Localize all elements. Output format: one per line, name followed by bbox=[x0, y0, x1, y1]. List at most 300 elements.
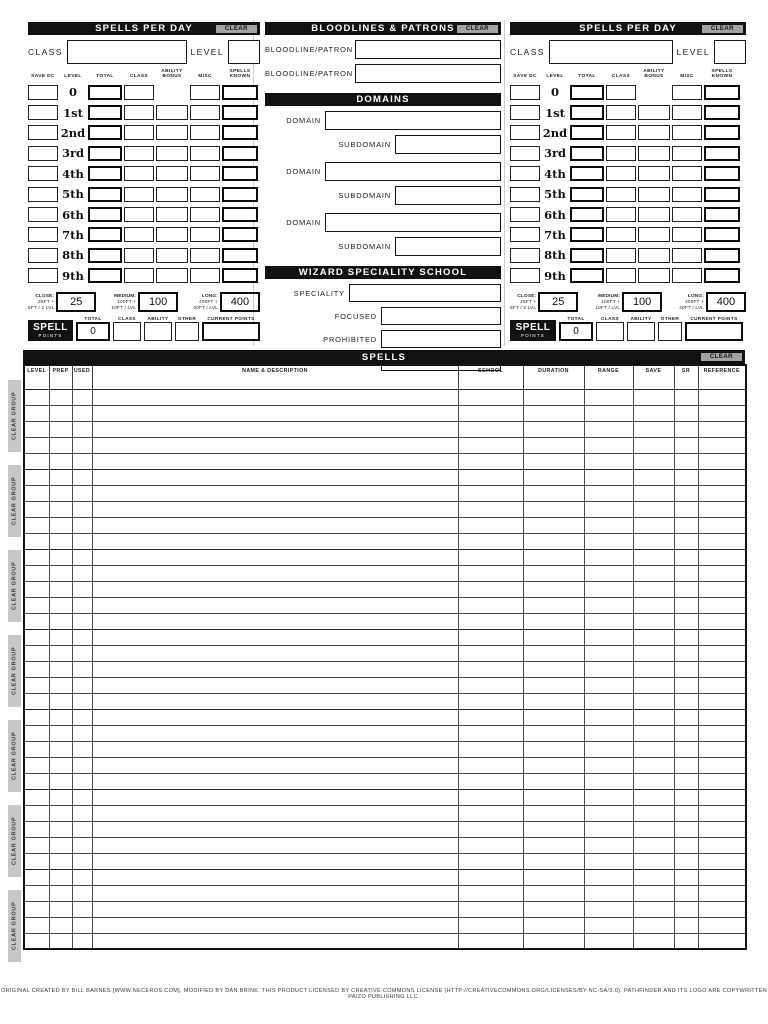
spell-cell-duration[interactable] bbox=[523, 485, 584, 501]
spell-cell-used[interactable] bbox=[72, 853, 92, 869]
spell-cell-level[interactable] bbox=[24, 469, 49, 485]
spell-cell-duration[interactable] bbox=[523, 469, 584, 485]
spell-cell-save[interactable] bbox=[633, 661, 674, 677]
class-box-9th[interactable] bbox=[606, 268, 636, 283]
spell-cell-name-description[interactable] bbox=[92, 485, 458, 501]
spell-cell-level[interactable] bbox=[24, 853, 49, 869]
spell-cell-sr[interactable] bbox=[674, 805, 698, 821]
class-box-3rd[interactable] bbox=[124, 146, 154, 161]
spell-cell-level[interactable] bbox=[24, 501, 49, 517]
misc-box-4th[interactable] bbox=[190, 166, 220, 181]
spell-points-total-input[interactable]: 0 bbox=[76, 322, 110, 341]
ability-bonus-box-4th[interactable] bbox=[156, 166, 188, 181]
total-box-9th[interactable] bbox=[88, 268, 122, 283]
spell-cell-used[interactable] bbox=[72, 517, 92, 533]
spell-cell-save[interactable] bbox=[633, 389, 674, 405]
spell-cell-school[interactable] bbox=[458, 709, 523, 725]
spell-cell-duration[interactable] bbox=[523, 853, 584, 869]
spell-cell-reference[interactable] bbox=[698, 437, 746, 453]
spell-cell-save[interactable] bbox=[633, 853, 674, 869]
spell-cell-sr[interactable] bbox=[674, 917, 698, 933]
spell-cell-sr[interactable] bbox=[674, 549, 698, 565]
spell-cell-save[interactable] bbox=[633, 725, 674, 741]
class-box-8th[interactable] bbox=[606, 248, 636, 263]
spell-cell-reference[interactable] bbox=[698, 917, 746, 933]
save-dc-box-2nd[interactable] bbox=[510, 125, 540, 140]
ability-bonus-box-3rd[interactable] bbox=[156, 146, 188, 161]
spell-cell-reference[interactable] bbox=[698, 853, 746, 869]
spell-cell-prep[interactable] bbox=[49, 741, 72, 757]
spell-cell-level[interactable] bbox=[24, 741, 49, 757]
spell-cell-prep[interactable] bbox=[49, 565, 72, 581]
spell-cell-school[interactable] bbox=[458, 917, 523, 933]
speciality-input[interactable] bbox=[349, 284, 501, 302]
spell-cell-level[interactable] bbox=[24, 565, 49, 581]
class-box-9th[interactable] bbox=[124, 268, 154, 283]
spell-cell-school[interactable] bbox=[458, 469, 523, 485]
spell-cell-used[interactable] bbox=[72, 549, 92, 565]
spell-cell-level[interactable] bbox=[24, 725, 49, 741]
spell-cell-used[interactable] bbox=[72, 773, 92, 789]
save-dc-box-5th[interactable] bbox=[510, 187, 540, 202]
spell-cell-used[interactable] bbox=[72, 405, 92, 421]
level-input[interactable] bbox=[228, 40, 260, 64]
clear-group-button-1[interactable]: CLEAR GROUP bbox=[8, 380, 21, 452]
spell-cell-save[interactable] bbox=[633, 613, 674, 629]
spell-points-current-input[interactable] bbox=[202, 322, 260, 341]
ability-bonus-box-5th[interactable] bbox=[156, 187, 188, 202]
spell-cell-name-description[interactable] bbox=[92, 725, 458, 741]
misc-box-0[interactable] bbox=[190, 85, 220, 100]
ability-bonus-box-6th[interactable] bbox=[638, 207, 670, 222]
spell-cell-reference[interactable] bbox=[698, 565, 746, 581]
spell-cell-reference[interactable] bbox=[698, 549, 746, 565]
spell-cell-range[interactable] bbox=[584, 565, 633, 581]
spell-points-other-input[interactable] bbox=[175, 322, 199, 341]
save-dc-box-8th[interactable] bbox=[28, 248, 58, 263]
close-range-value[interactable]: 25 bbox=[538, 292, 578, 312]
spells-known-box-6th[interactable] bbox=[222, 207, 258, 222]
spell-cell-school[interactable] bbox=[458, 581, 523, 597]
spell-cell-duration[interactable] bbox=[523, 741, 584, 757]
spell-cell-level[interactable] bbox=[24, 693, 49, 709]
class-box-4th[interactable] bbox=[606, 166, 636, 181]
spell-cell-school[interactable] bbox=[458, 453, 523, 469]
spell-cell-save[interactable] bbox=[633, 501, 674, 517]
total-box-0[interactable] bbox=[88, 85, 122, 100]
spell-cell-sr[interactable] bbox=[674, 421, 698, 437]
spells-known-box-3rd[interactable] bbox=[222, 146, 258, 161]
spell-cell-used[interactable] bbox=[72, 437, 92, 453]
spell-cell-range[interactable] bbox=[584, 517, 633, 533]
spell-cell-name-description[interactable] bbox=[92, 565, 458, 581]
spell-cell-reference[interactable] bbox=[698, 757, 746, 773]
total-box-1st[interactable] bbox=[88, 105, 122, 120]
total-box-6th[interactable] bbox=[88, 207, 122, 222]
bloodline-patron-input-1[interactable] bbox=[355, 40, 501, 59]
spell-cell-school[interactable] bbox=[458, 613, 523, 629]
spell-cell-reference[interactable] bbox=[698, 869, 746, 885]
spell-cell-used[interactable] bbox=[72, 629, 92, 645]
spell-cell-school[interactable] bbox=[458, 437, 523, 453]
ability-bonus-box-2nd[interactable] bbox=[156, 125, 188, 140]
spell-cell-range[interactable] bbox=[584, 741, 633, 757]
spell-cell-duration[interactable] bbox=[523, 757, 584, 773]
class-box-1st[interactable] bbox=[606, 105, 636, 120]
ability-bonus-box-6th[interactable] bbox=[156, 207, 188, 222]
spell-cell-used[interactable] bbox=[72, 645, 92, 661]
spell-cell-duration[interactable] bbox=[523, 709, 584, 725]
spell-cell-sr[interactable] bbox=[674, 597, 698, 613]
spell-cell-prep[interactable] bbox=[49, 405, 72, 421]
spell-cell-range[interactable] bbox=[584, 869, 633, 885]
clear-spells-per-day-button[interactable]: CLEAR bbox=[216, 25, 257, 33]
medium-range-value[interactable]: 100 bbox=[622, 292, 662, 312]
spell-cell-duration[interactable] bbox=[523, 613, 584, 629]
spell-cell-used[interactable] bbox=[72, 469, 92, 485]
clear-group-button-6[interactable]: CLEAR GROUP bbox=[8, 805, 21, 877]
spell-cell-duration[interactable] bbox=[523, 933, 584, 949]
total-box-0[interactable] bbox=[570, 85, 604, 100]
spells-known-box-4th[interactable] bbox=[704, 166, 740, 181]
clear-group-button-2[interactable]: CLEAR GROUP bbox=[8, 465, 21, 537]
spell-cell-sr[interactable] bbox=[674, 741, 698, 757]
spell-cell-school[interactable] bbox=[458, 853, 523, 869]
spell-cell-save[interactable] bbox=[633, 453, 674, 469]
spell-cell-reference[interactable] bbox=[698, 597, 746, 613]
save-dc-box-0[interactable] bbox=[28, 85, 58, 100]
spell-cell-range[interactable] bbox=[584, 853, 633, 869]
total-box-5th[interactable] bbox=[88, 187, 122, 202]
spell-cell-level[interactable] bbox=[24, 933, 49, 949]
spell-cell-level[interactable] bbox=[24, 629, 49, 645]
spell-cell-duration[interactable] bbox=[523, 661, 584, 677]
save-dc-box-1st[interactable] bbox=[510, 105, 540, 120]
spell-cell-school[interactable] bbox=[458, 757, 523, 773]
spells-known-box-2nd[interactable] bbox=[704, 125, 740, 140]
spell-cell-reference[interactable] bbox=[698, 661, 746, 677]
spell-cell-school[interactable] bbox=[458, 821, 523, 837]
spell-cell-name-description[interactable] bbox=[92, 405, 458, 421]
spell-cell-level[interactable] bbox=[24, 773, 49, 789]
spell-cell-school[interactable] bbox=[458, 501, 523, 517]
spell-cell-level[interactable] bbox=[24, 437, 49, 453]
spell-cell-school[interactable] bbox=[458, 597, 523, 613]
spells-known-box-2nd[interactable] bbox=[222, 125, 258, 140]
spell-cell-school[interactable] bbox=[458, 485, 523, 501]
spell-cell-range[interactable] bbox=[584, 821, 633, 837]
spell-cell-prep[interactable] bbox=[49, 613, 72, 629]
spell-cell-reference[interactable] bbox=[698, 517, 746, 533]
save-dc-box-9th[interactable] bbox=[28, 268, 58, 283]
spell-cell-used[interactable] bbox=[72, 421, 92, 437]
spell-cell-reference[interactable] bbox=[698, 421, 746, 437]
spells-known-box-8th[interactable] bbox=[222, 248, 258, 263]
spell-cell-level[interactable] bbox=[24, 405, 49, 421]
spell-cell-save[interactable] bbox=[633, 437, 674, 453]
save-dc-box-2nd[interactable] bbox=[28, 125, 58, 140]
spell-cell-save[interactable] bbox=[633, 533, 674, 549]
spell-cell-sr[interactable] bbox=[674, 885, 698, 901]
total-box-3rd[interactable] bbox=[570, 146, 604, 161]
subdomain-input-1[interactable] bbox=[395, 135, 501, 154]
spell-cell-prep[interactable] bbox=[49, 389, 72, 405]
spell-cell-reference[interactable] bbox=[698, 629, 746, 645]
ability-bonus-box-7th[interactable] bbox=[156, 227, 188, 242]
spell-cell-range[interactable] bbox=[584, 757, 633, 773]
spell-cell-level[interactable] bbox=[24, 517, 49, 533]
class-box-7th[interactable] bbox=[606, 227, 636, 242]
spell-cell-name-description[interactable] bbox=[92, 613, 458, 629]
spell-cell-level[interactable] bbox=[24, 581, 49, 597]
spell-cell-save[interactable] bbox=[633, 821, 674, 837]
spell-cell-level[interactable] bbox=[24, 885, 49, 901]
spell-cell-used[interactable] bbox=[72, 789, 92, 805]
spell-cell-level[interactable] bbox=[24, 549, 49, 565]
spell-cell-reference[interactable] bbox=[698, 405, 746, 421]
spell-cell-range[interactable] bbox=[584, 677, 633, 693]
spell-cell-duration[interactable] bbox=[523, 533, 584, 549]
spell-points-class-input[interactable] bbox=[113, 322, 141, 341]
spells-known-box-1st[interactable] bbox=[704, 105, 740, 120]
spell-cell-range[interactable] bbox=[584, 469, 633, 485]
spell-cell-duration[interactable] bbox=[523, 421, 584, 437]
spell-cell-school[interactable] bbox=[458, 421, 523, 437]
misc-box-4th[interactable] bbox=[672, 166, 702, 181]
spell-cell-save[interactable] bbox=[633, 917, 674, 933]
spell-cell-prep[interactable] bbox=[49, 853, 72, 869]
spell-cell-used[interactable] bbox=[72, 885, 92, 901]
spell-cell-used[interactable] bbox=[72, 725, 92, 741]
misc-box-9th[interactable] bbox=[190, 268, 220, 283]
spell-cell-save[interactable] bbox=[633, 933, 674, 949]
spell-cell-reference[interactable] bbox=[698, 581, 746, 597]
spell-cell-range[interactable] bbox=[584, 773, 633, 789]
total-box-1st[interactable] bbox=[570, 105, 604, 120]
spell-cell-sr[interactable] bbox=[674, 869, 698, 885]
spell-cell-reference[interactable] bbox=[698, 533, 746, 549]
spells-known-box-1st[interactable] bbox=[222, 105, 258, 120]
spell-cell-prep[interactable] bbox=[49, 885, 72, 901]
spell-cell-save[interactable] bbox=[633, 773, 674, 789]
misc-box-1st[interactable] bbox=[672, 105, 702, 120]
spell-cell-name-description[interactable] bbox=[92, 453, 458, 469]
spell-cell-duration[interactable] bbox=[523, 917, 584, 933]
spell-points-other-input[interactable] bbox=[658, 322, 682, 341]
spell-cell-used[interactable] bbox=[72, 389, 92, 405]
spell-cell-sr[interactable] bbox=[674, 437, 698, 453]
misc-box-6th[interactable] bbox=[190, 207, 220, 222]
spell-cell-school[interactable] bbox=[458, 405, 523, 421]
spells-known-box-9th[interactable] bbox=[704, 268, 740, 283]
spells-known-box-8th[interactable] bbox=[704, 248, 740, 263]
spell-cell-school[interactable] bbox=[458, 741, 523, 757]
spell-cell-name-description[interactable] bbox=[92, 581, 458, 597]
total-box-2nd[interactable] bbox=[88, 125, 122, 140]
spell-cell-prep[interactable] bbox=[49, 453, 72, 469]
spell-cell-sr[interactable] bbox=[674, 613, 698, 629]
spell-cell-range[interactable] bbox=[584, 597, 633, 613]
clear-group-button-4[interactable]: CLEAR GROUP bbox=[8, 635, 21, 707]
misc-box-0[interactable] bbox=[672, 85, 702, 100]
spell-cell-save[interactable] bbox=[633, 549, 674, 565]
spell-cell-prep[interactable] bbox=[49, 901, 72, 917]
spell-cell-duration[interactable] bbox=[523, 677, 584, 693]
ability-bonus-box-3rd[interactable] bbox=[638, 146, 670, 161]
misc-box-5th[interactable] bbox=[190, 187, 220, 202]
spell-cell-duration[interactable] bbox=[523, 405, 584, 421]
spell-cell-reference[interactable] bbox=[698, 389, 746, 405]
spell-cell-school[interactable] bbox=[458, 933, 523, 949]
spell-cell-reference[interactable] bbox=[698, 501, 746, 517]
clear-spells-button[interactable]: CLEAR bbox=[701, 353, 742, 361]
spell-cell-school[interactable] bbox=[458, 805, 523, 821]
spell-cell-sr[interactable] bbox=[674, 661, 698, 677]
spell-cell-sr[interactable] bbox=[674, 485, 698, 501]
spell-cell-level[interactable] bbox=[24, 613, 49, 629]
spell-cell-save[interactable] bbox=[633, 885, 674, 901]
total-box-7th[interactable] bbox=[88, 227, 122, 242]
spell-cell-name-description[interactable] bbox=[92, 757, 458, 773]
spell-cell-prep[interactable] bbox=[49, 709, 72, 725]
spell-cell-name-description[interactable] bbox=[92, 549, 458, 565]
spell-cell-sr[interactable] bbox=[674, 405, 698, 421]
spell-cell-school[interactable] bbox=[458, 549, 523, 565]
class-box-1st[interactable] bbox=[124, 105, 154, 120]
spell-cell-prep[interactable] bbox=[49, 629, 72, 645]
spell-cell-level[interactable] bbox=[24, 533, 49, 549]
spell-cell-name-description[interactable] bbox=[92, 869, 458, 885]
spell-cell-school[interactable] bbox=[458, 837, 523, 853]
spell-cell-used[interactable] bbox=[72, 901, 92, 917]
spell-cell-sr[interactable] bbox=[674, 581, 698, 597]
spell-cell-range[interactable] bbox=[584, 901, 633, 917]
total-box-6th[interactable] bbox=[570, 207, 604, 222]
spell-cell-sr[interactable] bbox=[674, 853, 698, 869]
spell-cell-level[interactable] bbox=[24, 661, 49, 677]
total-box-5th[interactable] bbox=[570, 187, 604, 202]
spell-cell-used[interactable] bbox=[72, 581, 92, 597]
spell-cell-school[interactable] bbox=[458, 565, 523, 581]
spell-points-total-input[interactable]: 0 bbox=[559, 322, 593, 341]
spell-cell-used[interactable] bbox=[72, 757, 92, 773]
clear-group-button-7[interactable]: CLEAR GROUP bbox=[8, 890, 21, 962]
class-input[interactable] bbox=[67, 40, 187, 64]
spell-cell-prep[interactable] bbox=[49, 725, 72, 741]
spell-cell-range[interactable] bbox=[584, 421, 633, 437]
ability-bonus-box-1st[interactable] bbox=[156, 105, 188, 120]
spell-cell-range[interactable] bbox=[584, 693, 633, 709]
spell-cell-prep[interactable] bbox=[49, 469, 72, 485]
spell-cell-sr[interactable] bbox=[674, 773, 698, 789]
spell-cell-range[interactable] bbox=[584, 437, 633, 453]
spell-cell-name-description[interactable] bbox=[92, 933, 458, 949]
save-dc-box-9th[interactable] bbox=[510, 268, 540, 283]
spell-cell-sr[interactable] bbox=[674, 565, 698, 581]
spell-cell-reference[interactable] bbox=[698, 933, 746, 949]
spell-cell-range[interactable] bbox=[584, 453, 633, 469]
spell-cell-duration[interactable] bbox=[523, 885, 584, 901]
class-box-8th[interactable] bbox=[124, 248, 154, 263]
spell-cell-used[interactable] bbox=[72, 453, 92, 469]
class-box-6th[interactable] bbox=[606, 207, 636, 222]
class-box-7th[interactable] bbox=[124, 227, 154, 242]
spell-cell-save[interactable] bbox=[633, 581, 674, 597]
spell-cell-prep[interactable] bbox=[49, 869, 72, 885]
spell-cell-reference[interactable] bbox=[698, 725, 746, 741]
spell-cell-reference[interactable] bbox=[698, 709, 746, 725]
spell-cell-name-description[interactable] bbox=[92, 901, 458, 917]
misc-box-3rd[interactable] bbox=[672, 146, 702, 161]
misc-box-7th[interactable] bbox=[190, 227, 220, 242]
spell-cell-sr[interactable] bbox=[674, 501, 698, 517]
spells-known-box-7th[interactable] bbox=[222, 227, 258, 242]
spell-cell-range[interactable] bbox=[584, 725, 633, 741]
spell-cell-sr[interactable] bbox=[674, 693, 698, 709]
spell-cell-level[interactable] bbox=[24, 805, 49, 821]
spell-cell-reference[interactable] bbox=[698, 693, 746, 709]
spell-cell-level[interactable] bbox=[24, 901, 49, 917]
total-box-7th[interactable] bbox=[570, 227, 604, 242]
spell-cell-level[interactable] bbox=[24, 837, 49, 853]
spell-cell-save[interactable] bbox=[633, 901, 674, 917]
spell-points-current-input[interactable] bbox=[685, 322, 743, 341]
spells-known-box-4th[interactable] bbox=[222, 166, 258, 181]
misc-box-8th[interactable] bbox=[190, 248, 220, 263]
spell-cell-duration[interactable] bbox=[523, 821, 584, 837]
bloodline-patron-input-2[interactable] bbox=[355, 64, 501, 83]
spell-cell-prep[interactable] bbox=[49, 533, 72, 549]
spell-cell-duration[interactable] bbox=[523, 869, 584, 885]
spell-cell-sr[interactable] bbox=[674, 837, 698, 853]
spell-cell-range[interactable] bbox=[584, 485, 633, 501]
spell-cell-prep[interactable] bbox=[49, 773, 72, 789]
spell-cell-save[interactable] bbox=[633, 741, 674, 757]
spell-cell-prep[interactable] bbox=[49, 933, 72, 949]
subdomain-input-2[interactable] bbox=[395, 186, 501, 205]
class-box-0[interactable] bbox=[606, 85, 636, 100]
misc-box-8th[interactable] bbox=[672, 248, 702, 263]
spell-cell-duration[interactable] bbox=[523, 581, 584, 597]
spell-cell-sr[interactable] bbox=[674, 677, 698, 693]
spell-cell-sr[interactable] bbox=[674, 517, 698, 533]
spell-cell-used[interactable] bbox=[72, 805, 92, 821]
spell-cell-name-description[interactable] bbox=[92, 789, 458, 805]
ability-bonus-box-1st[interactable] bbox=[638, 105, 670, 120]
spell-cell-reference[interactable] bbox=[698, 485, 746, 501]
clear-group-button-5[interactable]: CLEAR GROUP bbox=[8, 720, 21, 792]
spell-cell-prep[interactable] bbox=[49, 501, 72, 517]
spell-cell-name-description[interactable] bbox=[92, 837, 458, 853]
save-dc-box-6th[interactable] bbox=[510, 207, 540, 222]
spell-cell-prep[interactable] bbox=[49, 917, 72, 933]
spell-cell-range[interactable] bbox=[584, 613, 633, 629]
misc-box-9th[interactable] bbox=[672, 268, 702, 283]
spell-cell-reference[interactable] bbox=[698, 821, 746, 837]
spell-cell-range[interactable] bbox=[584, 837, 633, 853]
total-box-2nd[interactable] bbox=[570, 125, 604, 140]
spell-cell-duration[interactable] bbox=[523, 645, 584, 661]
spell-cell-prep[interactable] bbox=[49, 757, 72, 773]
spell-cell-name-description[interactable] bbox=[92, 885, 458, 901]
spell-cell-duration[interactable] bbox=[523, 805, 584, 821]
spell-cell-sr[interactable] bbox=[674, 389, 698, 405]
save-dc-box-5th[interactable] bbox=[28, 187, 58, 202]
spell-cell-range[interactable] bbox=[584, 501, 633, 517]
spell-cell-name-description[interactable] bbox=[92, 661, 458, 677]
spell-cell-level[interactable] bbox=[24, 709, 49, 725]
spell-cell-reference[interactable] bbox=[698, 885, 746, 901]
